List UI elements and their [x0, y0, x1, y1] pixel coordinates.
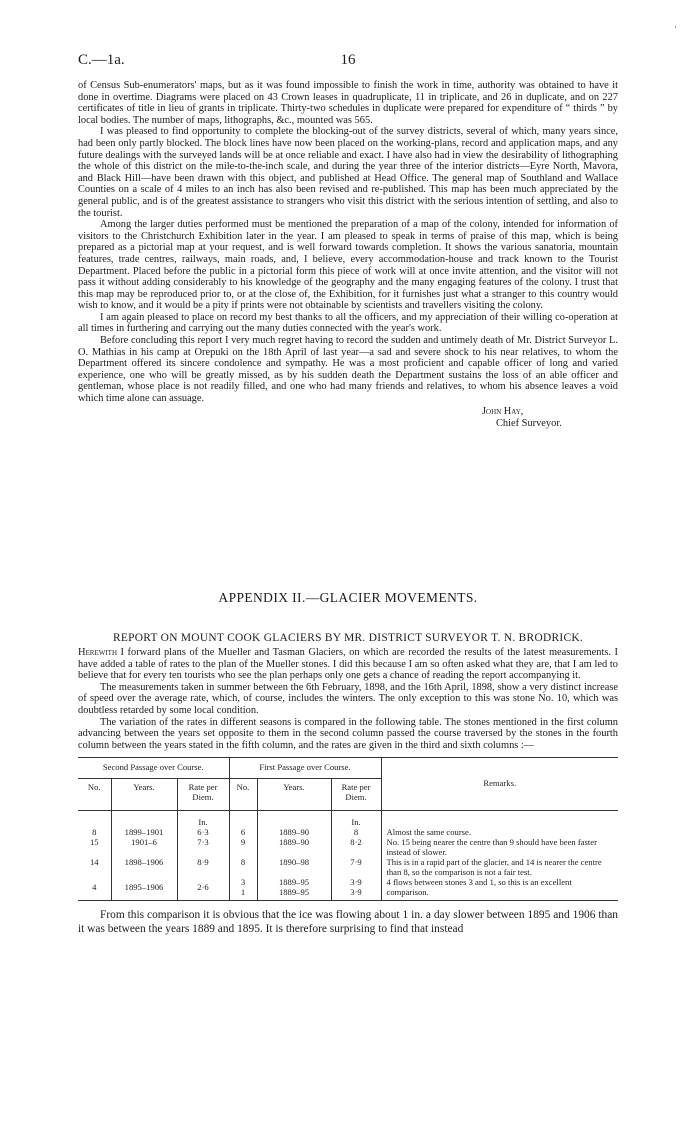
cell-remarks: This is in a rapid part of the glacier, and 14 is nearer the centre than 8, so the comparison is not a fair test.	[386, 857, 602, 878]
cell-remarks: 4 flows between stones 3 and 1, so this is an excellent comparison.	[386, 877, 572, 898]
cell-rate: 6·3	[177, 827, 229, 837]
cell-no	[229, 877, 257, 901]
cell-rate: 7·3	[177, 837, 229, 857]
cell-line: 3	[240, 877, 246, 888]
glacier-report	[78, 632, 618, 936]
paragraph	[78, 647, 618, 682]
cell-no: 6	[229, 827, 257, 837]
cell-no: 8	[229, 857, 257, 877]
paragraph-text: I forward plans of the Mueller and Tasman Glaciers, on which are recorded the results of the latest measurements. I have added a table of rates to the plan of the Mueller stones. I did this because I am so often asked what they are, that I am led to believe that for every ten tourists who see the plan perhaps only one gets a chance of reading the report accompanying it.	[78, 647, 618, 682]
cell-rate	[331, 877, 381, 901]
cell-years: 1889–90	[257, 837, 331, 857]
cell-remarks: Almost the same course.	[386, 827, 471, 838]
signature-name: John Hay,	[482, 405, 524, 417]
signature-block	[482, 406, 618, 430]
first-passage-header: First Passage over Course.	[229, 758, 381, 779]
no-header: No.	[229, 779, 257, 811]
cell-no: 9	[229, 837, 257, 857]
cell-rate: 7·9	[331, 857, 381, 877]
cell-years: 1889–90	[257, 827, 331, 837]
cell-no: 15	[78, 837, 111, 857]
years-header: Years.	[111, 779, 177, 811]
paragraph: of Census Sub-enumerators' maps, but as it was found impossible to finish the work in time, authority was obtained to have it done in overtime. Diagrams were placed on 43 Crown leases in quadruplicate, 11 in triplicate, and 26 in duplicate, and on 227 certificates of title in lieu of grants in triplicate. Thirty-two schedules in duplicate were prepared for expenditure of “ thirds ” by local bodies. The number of maps, lithographs, &c., mounted was 565.	[78, 80, 618, 126]
cell-remarks: No. 15 being nearer the centre than 9 should have been faster instead of slower.	[386, 837, 597, 858]
cell-rate: 8·9	[177, 857, 229, 877]
paragraph: Among the larger duties performed must be mentioned the preparation of a map of the colony, intended for information of visitors to the Christchurch Exhibition later in the year. I am pleased to speak in terms of praise of this map, which is being prepared as a pictorial map at your request, and is well forward towards completion. It shows the various sanatoria, mountain features, trade centres, railways, main roads, and, I believe, every accommodation-house and track known to the Tourist Department. Placed before the public in a pictorial form this piece of work will at once invite attention, and the visitor will not pass it without adding considerably to his knowledge of the geography and the many engaging features of the colony. I trust that this map may be reproduced prior to, or at the close of, the Exhibition, for it furnishes just what a stranger to this country would wish to know, and it would be a pity if prints were not obtainable by scientists and travellers visiting the colony.	[78, 219, 618, 312]
paragraph: The measurements taken in summer between the 6th February, 1898, and the 16th April, 1898, show a very distinct increase of speed over the average rate, which, of course, includes the winters. The only exception to this was stone No. 10, which was doubtless retarded by some local condition.	[78, 681, 618, 716]
page-header	[78, 52, 618, 72]
paragraph: I am again pleased to place on record my best thanks to all the officers, and my appreciation of their willing co-operation at all times in furthering and carrying out the many duties connected with the year's work.	[78, 311, 618, 335]
remarks-header: Remarks.	[381, 758, 618, 811]
glacier-rate-table	[78, 757, 618, 901]
paragraph: Before concluding this report I very much regret having to record the sudden and untimely death of Mr. District Surveyor L. O. Mathias in his camp at Orepuki on the 18th April of last year—a sad and severe shock to his near relatives, to whom the Department offered its sincere condolence and sympathy. He was a most proficient and capable officer of long and varied experience, one who will be greatly missed, as by his sudden death the Department sustains the loss of an able officer and gentleman, whose place is not readily filled, and one who had many friends and relatives, to whom his absence leaves a void which time alone can assuage.	[78, 335, 618, 405]
corner-mark: ·	[674, 22, 677, 32]
cell-years: 1898–1906	[111, 857, 177, 877]
report-continuation	[78, 80, 618, 430]
cell-rate: 8·2	[331, 837, 381, 857]
cell-line: 1889–95	[278, 877, 310, 888]
rate-header: Rate per Diem.	[177, 779, 229, 811]
paragraph: I was pleased to find opportunity to complete the blocking-out of the survey districts, several of which, many years since, had been only partly blocked. The block lines have now been placed on the working-plans, record and application maps, and any future dealings with the surveyed lands will be at once reliable and exact. I have also had in view the desirability of lithographing the whole of this district on the mile-to-the-inch scale, and during the year three of the interior districts—Eyre North, Mavora, and Black Hill—have been drawn with this object, and published at Head Office. The general map of Southland and Wallace Counties on a scale of 4 miles to an inch has also been revised and re-published. This map has been much appreciated by the general public, and is of the greatest assistance to strangers who visit this district with the serious intention of settling, and also to the tourist.	[78, 126, 618, 219]
cell-no: 8	[78, 827, 111, 837]
closing-paragraph: From this comparison it is obvious that the ice was flowing about 1 in. a day slower between 1895 and 1906 than it was between the years 1889 and 1895. It is therefore surprising to find that instead	[78, 909, 618, 936]
cell-years: 1890–98	[257, 857, 331, 877]
document-code: C.—1a.	[78, 52, 125, 68]
table-row	[78, 857, 618, 877]
years-header: Years.	[257, 779, 331, 811]
report-title: REPORT ON MOUNT COOK GLACIERS BY MR. DISTRICT SURVEYOR T. N. BRODRICK.	[112, 632, 584, 644]
cell-line: 3·9	[350, 877, 362, 888]
unit-label: In.	[331, 811, 381, 828]
cell-rate: 2·6	[177, 877, 229, 901]
table-row	[78, 837, 618, 857]
cell-rate: 8	[331, 827, 381, 837]
page-number: 16	[340, 52, 356, 68]
table-row	[78, 827, 618, 837]
cell-no: 4	[78, 877, 111, 901]
closing-paragraph-wrap	[78, 908, 618, 936]
rate-header: Rate per Diem.	[331, 779, 381, 811]
cell-no: 14	[78, 857, 111, 877]
paragraph: The variation of the rates in different seasons is compared in the following table. The stones mentioned in the first column advancing between the years set opposite to them in the second column passed the course traversed by the stones in the fourth column between the years stated in the fifth column, and the rates are given in the third and sixth columns :—	[78, 716, 618, 751]
cell-line: 3·9	[350, 887, 362, 898]
cell-years: 1901–6	[111, 837, 177, 857]
no-header: No.	[78, 779, 111, 811]
cell-years	[257, 877, 331, 901]
table-row	[78, 877, 618, 901]
signature-title: Chief Surveyor.	[496, 417, 562, 429]
lead-word: Herewith	[78, 647, 117, 658]
appendix-title: APPENDIX II.—GLACIER MOVEMENTS.	[218, 590, 478, 605]
second-passage-header: Second Passage over Course.	[78, 758, 229, 779]
cell-years: 1895–1906	[111, 877, 177, 901]
cell-line: 1889–95	[278, 887, 310, 898]
cell-years: 1899–1901	[111, 827, 177, 837]
unit-label: In.	[177, 811, 229, 828]
cell-line: 1	[240, 887, 246, 898]
